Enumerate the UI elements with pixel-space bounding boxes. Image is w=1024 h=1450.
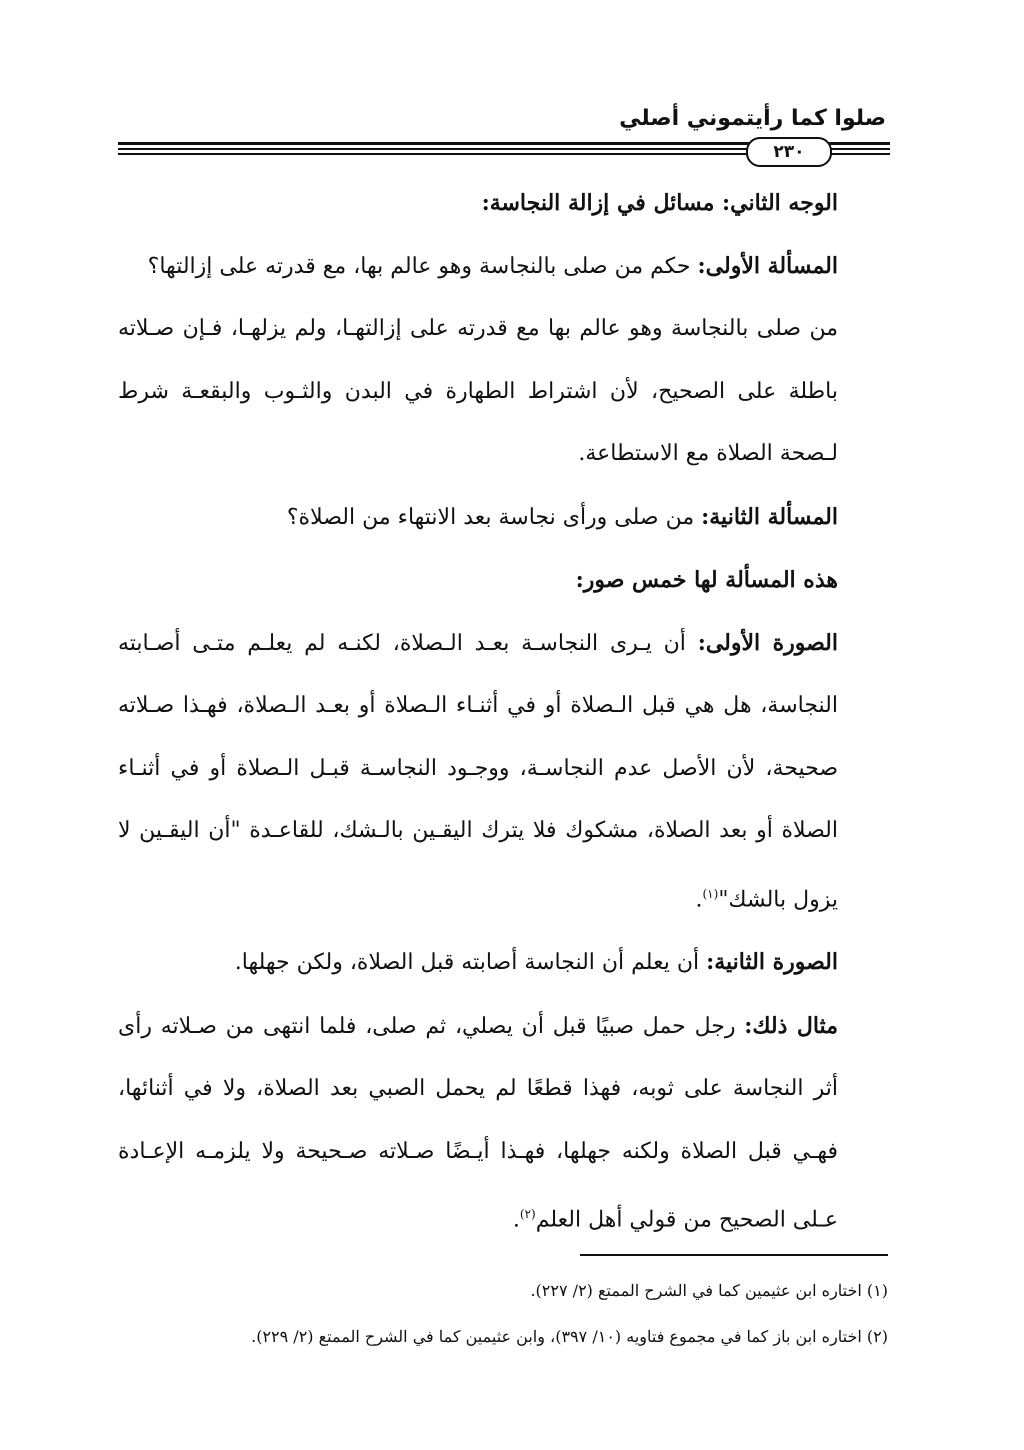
case-1-label: الصورة الأولى: [697, 629, 838, 656]
example-text: رجل حمل صبيًا قبل أن يصلي، ثم صلى، فلما انتهى من صـلاته رأى أثر النجاسة على ثوبه، فهذا قطعًا لم يحمل الصبي بعد الصلاة، ولا في أثنائها، فهـي قبل الصلاة ولكنه جهلها، فهـذا أيـضًا صـلاته صـحيحة ولا يلزمـه الإعـادة عـلى الصحيح من قولي أهل العلم [118, 1013, 838, 1233]
footnote-ref-1: (١) [702, 886, 719, 901]
footnote-ref-2: (٢) [519, 1207, 536, 1222]
case-2 [118, 931, 838, 995]
running-title: صلوا كما رأيتموني أصلي [619, 106, 886, 131]
case-2-text: أن يعلم أن النجاسة أصابته قبل الصلاة، ولكن جهلها. [234, 950, 700, 976]
question-1-label: المسألة الأولى: [697, 252, 838, 279]
question-2-label: المسألة الثانية: [701, 503, 838, 530]
example-end: . [512, 1207, 520, 1233]
main-text [118, 172, 838, 1252]
question-1 [118, 235, 838, 299]
example-label: مثال ذلك: [744, 1012, 838, 1039]
footnotes [168, 1268, 888, 1360]
question-2-intro: هذه المسألة لها خمس صور: [575, 567, 838, 593]
footnote-separator [580, 1254, 888, 1256]
case-2-label: الصورة الثانية: [706, 949, 838, 976]
example [118, 995, 838, 1252]
question-1-answer: من صلى بالنجاسة وهو عالم بها مع قدرته على إزالتهـا، ولم يزلهـا، فـإن صـلاته باطلة على الصحيح، لأن اشتراط الطهارة في البدن والثـوب والبقعـة شرط لـصحة الصلاة مع الاستطاعة. [118, 316, 838, 466]
question-1-text: حكم من صلى بالنجاسة وهو عالم بها، مع قدرته على إزالتها؟ [147, 253, 691, 279]
case-1 [118, 612, 838, 932]
question-2-text: من صلى ورأى نجاسة بعد الانتهاء من الصلاة؟ [286, 504, 695, 530]
footnote-2: (٢) اختاره ابن باز كما في مجموع فتاويه (١٠/ ٣٩٧)، وابن عثيمين كما في الشرح الممتع (٢/ ٢٢٩). [251, 1327, 888, 1346]
question-2 [118, 486, 838, 550]
page-number: ٢٣٠ [746, 137, 832, 167]
case-1-end: . [695, 886, 703, 912]
section-title: الوجه الثاني: مسائل في إزالة النجاسة: [481, 190, 838, 216]
header-rule [118, 138, 890, 164]
case-1-text: أن يـرى النجاسـة بعـد الـصلاة، لكنـه لم يعلـم متـى أصـابته النجاسة، هل هي قبل الـصلاة أو في أثنـاء الـصلاة أو بعـد الـصلاة، فهـذا صـلاته صحيحة، لأن الأصل عدم النجاسـة، ووجـود النجاسـة قبـل الـصلاة أو في أثنـاء الصلاة أو بعد الصلاة، مشكوك فلا يترك اليقـين بالـشك، للقاعـدة "أن اليقـين لا يزول بالشك" [118, 630, 838, 912]
footnote-1: (١) اختاره ابن عثيمين كما في الشرح الممتع (٢/ ٢٢٧). [530, 1281, 888, 1300]
